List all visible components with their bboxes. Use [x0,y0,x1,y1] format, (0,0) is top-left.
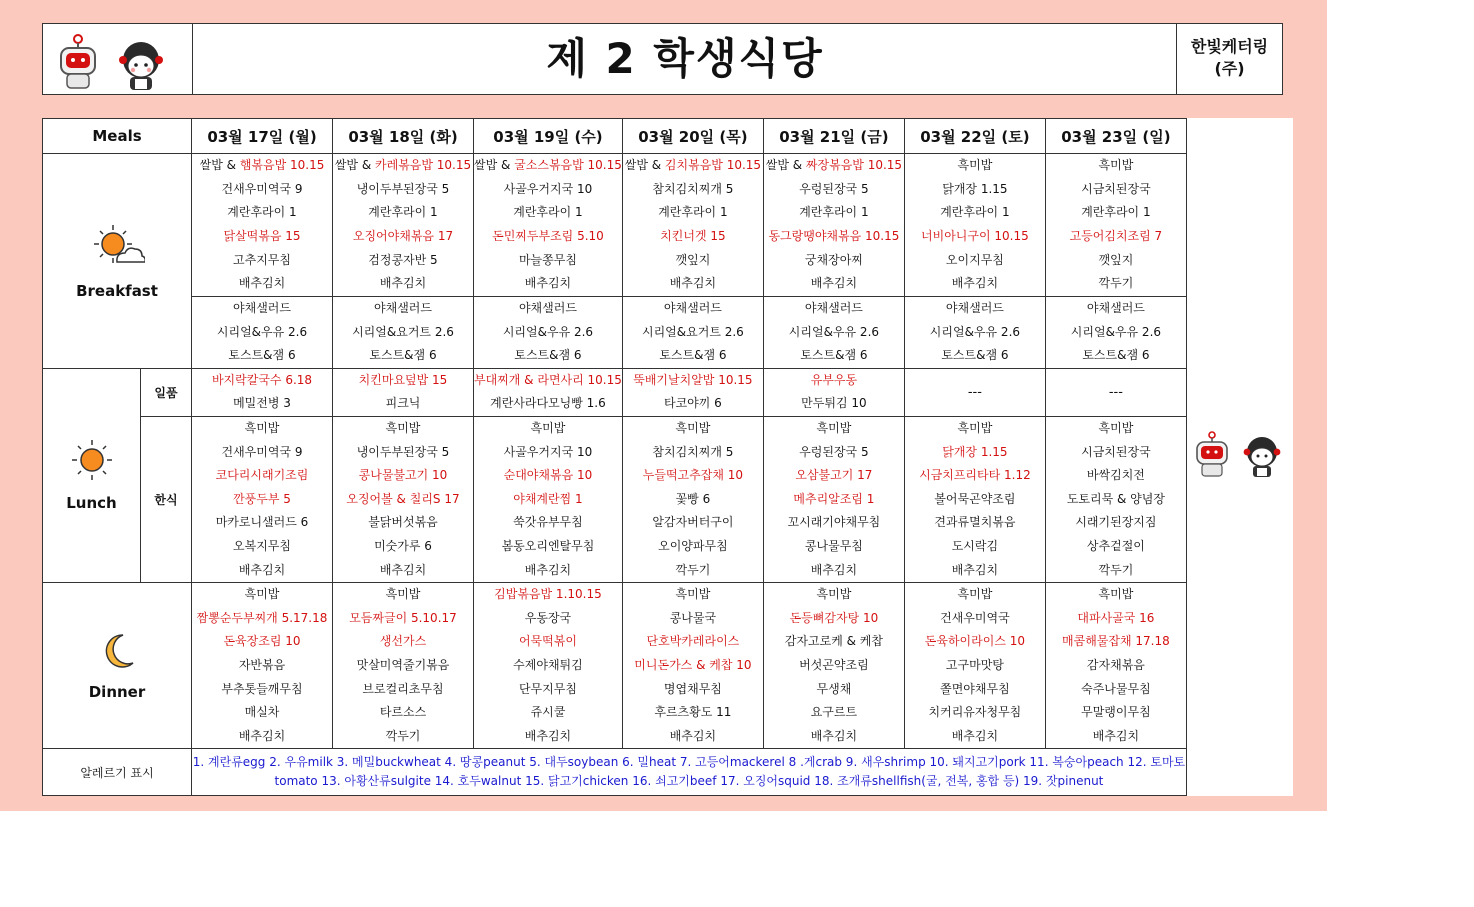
menu-item: 감자고로케 & 케찹 [784,634,883,649]
menu-item: 궁채장아찌 [804,252,863,267]
menu-item: 너비아니구이 10.15 [921,229,1029,243]
hansik-label: 한식 [141,416,192,582]
day-header: 03월 19일 (수) [474,119,623,154]
menu-item: 깍두기 [1098,562,1134,577]
breakfast-b-day [1045,297,1186,369]
menu-item: 수제야채튀김 [513,657,583,672]
menu-item: 깍두기 [385,728,421,743]
menu-item: 맛살미역줄기볶음 [356,657,450,672]
menu-item: 깍두기 [1098,276,1134,291]
menu-item: 야채계란찜 1 [513,491,583,506]
menu-item: 돈육장조림 10 [223,634,301,649]
menu-item: 토스트&잼 6 [1082,348,1150,363]
moon-icon [97,631,137,671]
menu-item: 피크닉 [385,396,421,411]
menu-item: 무말랭이무침 [1081,705,1151,720]
hansik-day [904,416,1045,582]
menu-item: 깻잎지 [1098,252,1134,267]
menu-item: 토스트&잼 6 [228,348,296,363]
menu-item: 닭개장 1.15 [942,444,1008,459]
breakfast-a-day [622,154,763,297]
menu-item: 시리얼&우유 2.6 [502,324,594,339]
menu-item: 쌀밥 & 굴소스볶음밥 10.15 [474,158,622,173]
menu-item: 시리얼&요거트 2.6 [352,324,454,339]
menu-item: 흑미밥 [957,158,993,173]
menu-item: 마카로니샐러드 6 [215,515,309,530]
menu-item: 동그랑땡야채볶음 10.15 [768,229,900,243]
menu-item: 건새우미역국 9 [221,444,303,459]
menu-item: 쌀밥 & 카레볶음밥 10.15 [334,158,472,173]
menu-item: 브로컬리초무침 [362,681,444,696]
breakfast-a-day [763,154,904,297]
menu-item: 배추김치 [238,728,286,743]
menu-item: 타르소스 [379,705,427,720]
breakfast-a-day [1045,154,1186,297]
menu-item: 상추겉절이 [1086,538,1145,553]
menu-item: 메추리알조림 1 [793,491,875,506]
menu-item: 돈등뼈감자탕 10 [789,610,879,625]
menu-item: 참치김치찌개 5 [652,444,734,459]
sun-cloud-icon [89,222,145,270]
menu-item: 시금치된장국 [1081,181,1151,196]
dinner-day [1045,583,1186,749]
girl-mascot-icon [119,42,163,90]
meals-header: Meals [43,119,192,154]
menu-item: --- [1108,384,1123,400]
ilpum-day [333,368,474,416]
menu-item: 자반볶음 [238,657,286,672]
menu-item: 메밀전병 3 [233,396,291,411]
menu-item: 흑미밥 [675,420,711,435]
ilpum-day [763,368,904,416]
menu-item: 오징어볼 & 칠리S 17 [346,491,460,506]
menu-item: 대파사골국 16 [1077,610,1155,625]
menu-item: 치킨너겟 15 [660,229,726,243]
menu-item: 야채샐러드 [374,301,432,315]
menu-item: 부추톳들깨무침 [221,681,303,696]
menu-item: 사골우거지국 10 [503,444,593,459]
menu-item: 매콤해물잡채 17.18 [1062,634,1170,649]
menu-item: 야채샐러드 [233,301,291,315]
menu-item: 쑥갓유부무침 [513,515,583,530]
hansik-day [333,416,474,582]
menu-item: 우렁된장국 5 [799,444,869,459]
menu-item: 쫄면야채무침 [940,681,1010,696]
menu-item: 모듬짜글이 5.10.17 [349,610,457,625]
breakfast-label-cell [43,154,192,369]
menu-item: 후르츠황도 11 [654,705,732,720]
menu-item: 꼬시래기야채무침 [787,515,881,530]
menu-item: 계란사라다모닝빵 1.6 [490,396,606,411]
dinner-day [622,583,763,749]
sun-icon [68,438,116,482]
menu-item: 배추김치 [810,276,858,291]
menu-item: 콩나물국 [669,610,717,625]
hansik-day [763,416,904,582]
company-name-line2: (주) [1214,59,1245,78]
menu-item: 토스트&잼 6 [941,348,1009,363]
ilpum-day [192,368,333,416]
breakfast-b-day [904,297,1045,369]
hansik-day [192,416,333,582]
menu-item: 마늘쫑무침 [518,252,577,267]
menu-item: 시리얼&우유 2.6 [1070,324,1162,339]
menu-item: 시금치된장국 [1081,444,1151,459]
menu-item: 냉이두부된장국 5 [356,444,450,459]
breakfast-b-day [763,297,904,369]
ilpum-day [474,368,623,416]
ilpum-label: 일품 [141,368,192,416]
menu-item: 바싹김치전 [1086,468,1145,483]
company-name [1176,24,1282,94]
day-header: 03월 20일 (목) [622,119,763,154]
menu-item: 치킨마요덮밥 15 [358,372,448,387]
menu-item: 건새우미역국 9 [221,181,303,196]
breakfast-a-day [192,154,333,297]
menu-item: 검정콩자반 5 [368,252,438,267]
menu-item: 짬뽕순두부찌개 5.17.18 [196,610,328,625]
menu-item: 우렁된장국 5 [799,181,869,196]
menu-item: 볼어묵곤약조림 [934,491,1016,506]
menu-item: 야채샐러드 [1086,301,1145,315]
menu-item: 계란후라이 1 [227,205,297,220]
menu-item: 깍두기 [675,562,711,577]
breakfast-a-day [904,154,1045,297]
menu-item: 쌀밥 & 김치볶음밥 10.15 [624,158,762,173]
menu-item: 어묵떡볶이 [518,634,577,649]
day-header: 03월 21일 (금) [763,119,904,154]
menu-item: 흑미밥 [244,587,280,602]
menu-item: 토스트&잼 6 [369,348,437,363]
ilpum-day [1045,368,1186,416]
menu-item: 타코야끼 6 [663,396,722,411]
ilpum-day [904,368,1045,416]
menu-item: 생선가스 [379,634,427,649]
menu-item: 계란후라이 1 [368,205,438,220]
menu-item: 배추김치 [669,728,717,743]
breakfast-a-day [333,154,474,297]
menu-item: 명엽채무침 [663,681,722,696]
menu-item: 흑미밥 [385,420,421,435]
menu-item: 무생채 [816,681,852,696]
menu-item: 흑미밥 [816,587,852,602]
menu-item: 토스트&잼 6 [659,348,727,363]
menu-item: 돈민찌두부조림 5.10 [492,229,604,243]
menu-item: 바지락칼국수 6.18 [211,372,313,387]
menu-item: 도시락김 [951,538,999,553]
menu-item: 야채샐러드 [663,301,722,315]
menu-item: 고추지무침 [233,252,291,267]
menu-item: 치커리유자청무침 [928,705,1022,720]
breakfast-a-day [474,154,623,297]
day-header: 03월 18일 (화) [333,119,474,154]
menu-item: 냉이두부된장국 5 [356,181,450,196]
menu-item: 흑미밥 [1098,587,1134,602]
allergy-info: 1. 계란류egg 2. 우유milk 3. 메밀buckwheat 4. 땅콩peanut 5. 대두soybean 6. 밀heat 7. 고등어mackerel 8 .게crab 9. 새우shrimp 10. 돼지고기pork 11. 복숭아peach 12. 토마토tomato 13. 아황산류sulgite 14. 호두walnut 15. 닭고기chicken 16. 쇠고기beef 17. 오징어squid 18. 조개류shellfish(굴, 전복, 홍합 등) 19. 잣pinenut [192,749,1187,796]
menu-item: 계란후라이 1 [940,205,1010,220]
menu-item: 시리얼&우유 2.6 [216,324,308,339]
menu-item: 만두튀김 10 [801,396,867,411]
lunch-label-cell [43,368,141,582]
menu-item: 오징어야채볶음 17 [352,229,454,243]
company-name-line1: 한빛케터링 [1190,37,1269,56]
menu-item: 흑미밥 [1098,158,1134,173]
robot-mascot-icon [1197,432,1227,476]
allergy-label: 알레르기 표시 [43,749,192,796]
menu-item: 도토리묵 & 양념장 [1066,491,1165,506]
lunch-label: Lunch [66,494,117,513]
menu-item: 배추김치 [810,562,858,577]
menu-item: 오복지무침 [233,538,291,553]
dinner-day [763,583,904,749]
menu-item: 흑미밥 [530,420,566,435]
menu-item: 쌀밥 & 햄볶음밥 10.15 [199,158,325,173]
dinner-label: Dinner [88,682,146,701]
hansik-day [1045,416,1186,582]
menu-item: 건새우미역국 [940,610,1010,625]
menu-item: 배추김치 [951,276,999,291]
day-header: 03월 17일 (월) [192,119,333,154]
menu-item: 배추김치 [669,276,717,291]
menu-item: 배추김치 [951,728,999,743]
hansik-day [622,416,763,582]
menu-item: 토스트&잼 6 [514,348,582,363]
page-title: 제 2 학생식당 [546,34,824,83]
menu-item: 흑미밥 [957,587,993,602]
menu-item: 김밥볶음밥 1.10.15 [494,587,602,602]
menu-item: 배추김치 [810,728,858,743]
menu-item: 흑미밥 [957,420,993,435]
menu-item: 닭살떡볶음 15 [223,229,301,243]
menu-item: 야채샐러드 [945,301,1004,315]
menu-item: 시리얼&요거트 2.6 [642,324,744,339]
menu-item: 고구마맛탕 [945,657,1004,672]
menu-item: 야채샐러드 [518,301,577,315]
menu-item: 사골우거지국 10 [503,181,593,196]
menu-item: 콩나물무침 [804,538,863,553]
menu-item: 미숫가루 6 [374,538,432,553]
menu-item: 뚝배기날치알밥 10.15 [633,372,753,387]
menu-table [42,118,1293,796]
menu-item: 오삼불고기 17 [795,468,873,483]
menu-item: 토스트&잼 6 [800,348,868,363]
menu-item: 배추김치 [524,728,572,743]
menu-item: 돈육하이라이스 10 [924,634,1026,649]
menu-item: 흑미밥 [816,420,852,435]
menu-item: 야채샐러드 [804,301,863,315]
menu-item: 계란후라이 1 [799,205,869,220]
menu-item: 계란후라이 1 [1081,205,1151,220]
menu-item: 배추김치 [1092,728,1140,743]
right-side-cell [1186,119,1293,796]
menu-item: 시래기된장지짐 [1075,515,1157,530]
menu-item: 흑미밥 [385,587,421,602]
menu-item: 고등어김치조림 7 [1069,229,1163,243]
menu-item: 버섯곤약조림 [799,657,869,672]
menu-item: 오이양파무침 [658,538,728,553]
menu-item: 흑미밥 [1098,420,1134,435]
menu-item: 부대찌개 & 라면사리 10.15 [474,372,622,387]
menu-item: 유부우동 [810,372,858,387]
menu-item: 단무지무침 [518,681,577,696]
menu-item: 배추김치 [379,276,427,291]
menu-item: 불닭버섯볶음 [368,515,438,530]
breakfast-b-day [192,297,333,369]
menu-item: 쥬시쿨 [530,705,566,720]
menu-item: 배추김치 [951,562,999,577]
menu-item: 깻잎지 [675,252,711,267]
menu-item: 흑미밥 [675,587,711,602]
menu-item: 요구르트 [810,705,858,720]
header-logo-cell [43,24,193,94]
day-header: 03월 23일 (일) [1045,119,1186,154]
dinner-day [192,583,333,749]
menu-item: 계란후라이 1 [658,205,728,220]
dinner-label-cell [43,583,192,749]
ilpum-day [622,368,763,416]
mascot-logo-icon [43,24,192,94]
menu-item: 우동장국 [524,610,572,625]
menu-item: 배추김치 [379,562,427,577]
menu-item: 깐풍두부 5 [233,491,291,506]
menu-item: 코다리시래기조림 [215,468,309,483]
breakfast-label: Breakfast [76,281,158,300]
day-header: 03월 22일 (토) [904,119,1045,154]
menu-item: 시리얼&우유 2.6 [929,324,1021,339]
menu-item: 매실차 [244,705,280,720]
menu-item: 오이지무침 [945,252,1004,267]
menu-item: 알감자버터구이 [652,515,734,530]
menu-item: 단호박카레라이스 [646,634,740,649]
girl-mascot-icon [1244,437,1281,477]
menu-item: 시금치프리타타 1.12 [919,468,1031,483]
breakfast-b-day [622,297,763,369]
menu-item: 배추김치 [238,276,286,291]
menu-item: 흑미밥 [244,420,280,435]
menu-item: 콩나물불고기 10 [358,468,448,483]
menu-item: 시리얼&우유 2.6 [788,324,880,339]
menu-item: 누들떡고추잡채 10 [642,468,744,483]
hansik-day [474,416,623,582]
menu-item: 봄동오리엔탈무침 [501,538,595,553]
menu-item: 배추김치 [524,276,572,291]
menu-item: 배추김치 [238,562,286,577]
menu-item: 미니돈가스 & 케찹 10 [634,657,752,672]
breakfast-b-day [333,297,474,369]
header [42,23,1283,95]
menu-item: 닭개장 1.15 [942,181,1008,196]
breakfast-b-day [474,297,623,369]
menu-item: 꽃빵 6 [675,491,711,506]
menu-item: 참치김치찌개 5 [652,181,734,196]
menu-item: 숙주나물무침 [1081,681,1151,696]
menu-item: --- [967,384,982,400]
menu-item: 쌀밥 & 짜장볶음밥 10.15 [765,158,903,173]
menu-item: 배추김치 [524,562,572,577]
menu-item: 계란후라이 1 [513,205,583,220]
menu-item: 감자채볶음 [1086,657,1145,672]
dinner-day [474,583,623,749]
side-mascot-icon [1187,427,1293,487]
dinner-day [333,583,474,749]
dinner-day [904,583,1045,749]
robot-mascot-icon [61,35,95,88]
menu-item: 견과류멸치볶음 [934,515,1016,530]
menu-item: 순대야채볶음 10 [503,468,593,483]
